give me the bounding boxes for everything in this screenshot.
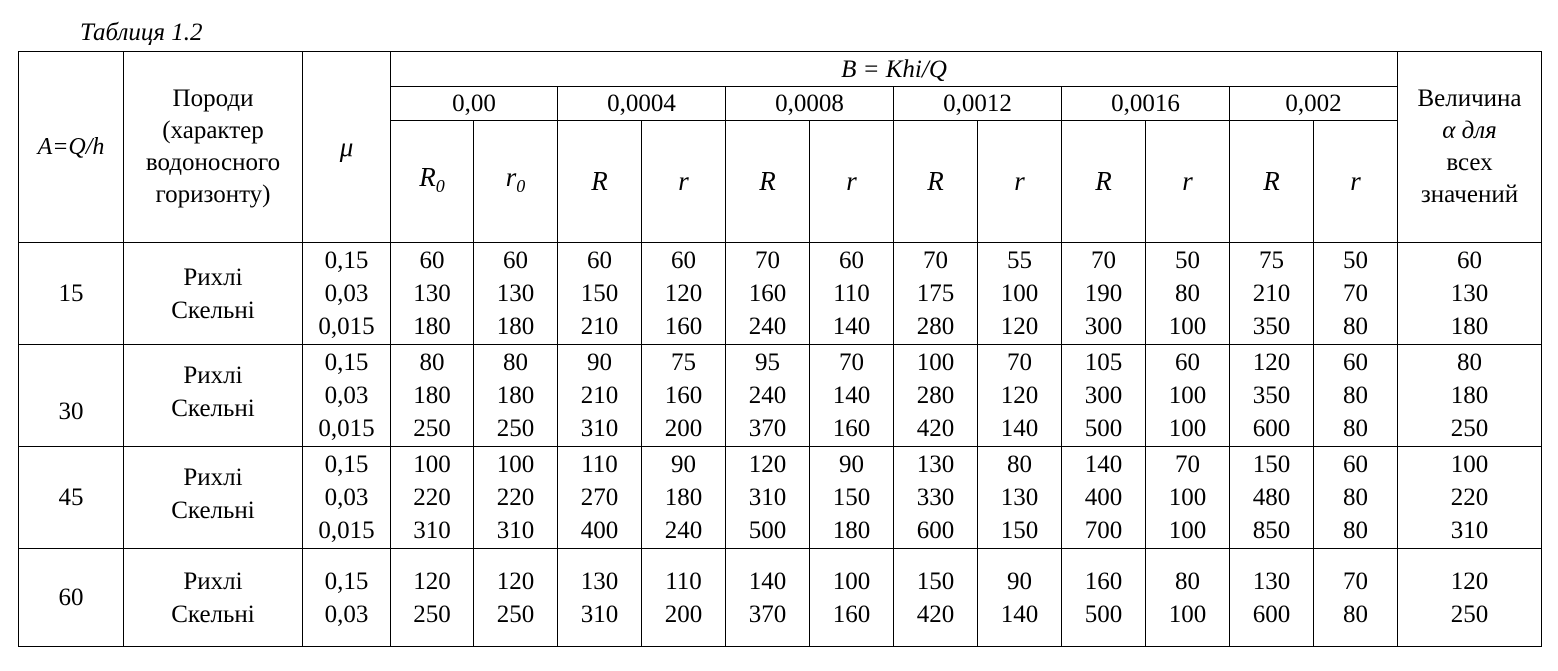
- value-line: 130: [580, 567, 619, 595]
- value-line: 90: [671, 451, 696, 478]
- value-line: 210: [580, 382, 619, 409]
- rocks-line: Рихлі: [183, 464, 243, 491]
- value-line: 250: [496, 415, 535, 442]
- sub-col-cell: [558, 121, 642, 243]
- value-line: 500: [1084, 600, 1123, 628]
- value-line: 60: [839, 247, 864, 274]
- sub-col-symbol: r: [678, 165, 689, 196]
- value-line: 60: [1175, 349, 1200, 376]
- sub-col-cell: [894, 121, 978, 243]
- mu-value: 0,15: [324, 349, 369, 376]
- table-caption: Таблиця 1.2: [80, 19, 203, 46]
- value-line: 160: [664, 313, 703, 340]
- value-line: 80: [1343, 600, 1368, 628]
- value-line: 310: [413, 517, 451, 544]
- value-line: 100: [1168, 313, 1207, 340]
- value-line: 600: [916, 517, 955, 544]
- value-cell: [978, 549, 1062, 647]
- value-cell: [391, 447, 474, 549]
- row-rocks-cell: [124, 345, 303, 447]
- value-line: 80: [1343, 382, 1368, 409]
- value-line: 60: [1343, 349, 1368, 376]
- row-rocks-cell: [124, 447, 303, 549]
- value-line: 250: [413, 600, 451, 628]
- value-cell: [1146, 447, 1230, 549]
- value-line: 270: [580, 484, 619, 511]
- header-alpha-line: α для: [1442, 117, 1497, 144]
- sub-col-cell: [391, 121, 474, 243]
- row-alpha-cell: [1398, 345, 1542, 447]
- value-cell: [1146, 345, 1230, 447]
- mu-value: 0,03: [324, 382, 369, 409]
- value-line: 400: [1084, 484, 1123, 511]
- value-line: 130: [496, 280, 535, 307]
- value-line: 100: [496, 451, 535, 478]
- value-line: 130: [1252, 567, 1291, 595]
- value-cell: [978, 447, 1062, 549]
- value-cell: [1146, 549, 1230, 647]
- row-alpha-cell: [1398, 549, 1542, 647]
- value-line: 160: [664, 382, 703, 409]
- value-line: 240: [748, 313, 787, 340]
- value-line: 80: [1343, 313, 1368, 340]
- header-alpha-cell: [1398, 52, 1542, 243]
- rocks-line: Рихлі: [183, 362, 243, 389]
- value-line: 90: [839, 451, 864, 478]
- value-line: 80: [1343, 484, 1368, 511]
- header-mu-cell: μ: [303, 52, 391, 243]
- value-line: 140: [748, 567, 787, 595]
- b-value-cell: 0,002: [1230, 87, 1398, 121]
- b-value-cell: 0,0008: [726, 87, 894, 121]
- value-cell: [642, 549, 726, 647]
- value-cell: [726, 345, 810, 447]
- mu-value: 0,03: [324, 280, 369, 307]
- value-line: 110: [665, 567, 702, 595]
- value-line: 240: [664, 517, 703, 544]
- value-line: 160: [832, 415, 871, 442]
- value-cell: [978, 243, 1062, 345]
- value-cell: [726, 549, 810, 647]
- value-line: 150: [1000, 517, 1039, 544]
- value-line: 350: [1252, 382, 1291, 409]
- sub-col-symbol: R: [1263, 165, 1280, 196]
- value-line: 140: [1000, 600, 1039, 628]
- value-line: 140: [832, 313, 871, 340]
- value-line: 140: [1000, 415, 1039, 442]
- value-line: 55: [1007, 247, 1032, 274]
- value-line: 600: [1252, 600, 1291, 628]
- value-line: 300: [1084, 313, 1123, 340]
- header-a-cell: A=Q/h: [19, 52, 124, 243]
- value-line: 120: [1000, 313, 1039, 340]
- alpha-value: 80: [1457, 349, 1482, 376]
- sub-col-symbol: r: [1014, 165, 1025, 196]
- value-line: 150: [580, 280, 619, 307]
- value-cell: [810, 549, 894, 647]
- value-line: 350: [1252, 313, 1291, 340]
- value-line: 120: [664, 280, 703, 307]
- value-line: 200: [664, 415, 703, 442]
- value-line: 110: [581, 451, 618, 478]
- rocks-line: Скельні: [171, 296, 255, 324]
- value-line: 210: [580, 313, 619, 340]
- value-line: 120: [748, 451, 787, 478]
- row-rocks-cell: [124, 243, 303, 345]
- sub-col-symbol: r: [1350, 165, 1361, 196]
- value-line: 100: [1168, 415, 1207, 442]
- header-row-1: [19, 52, 1542, 87]
- value-line: 100: [916, 349, 955, 376]
- value-cell: [1062, 549, 1146, 647]
- value-line: 70: [1091, 247, 1116, 274]
- row-a-cell: 15: [19, 243, 124, 345]
- value-line: 120: [413, 567, 451, 595]
- value-line: 120: [1000, 382, 1039, 409]
- value-line: 280: [916, 313, 955, 340]
- value-cell: [642, 447, 726, 549]
- sub-col-symbol: R: [419, 161, 436, 192]
- value-cell: [1314, 243, 1398, 345]
- value-cell: [894, 549, 978, 647]
- sub-col-subscript: 0: [516, 175, 526, 196]
- header-rocks-line: горизонту): [155, 181, 271, 208]
- value-line: 90: [587, 349, 612, 376]
- sub-col-symbol: r: [505, 161, 517, 192]
- row-mu-cell: [303, 345, 391, 447]
- value-line: 310: [580, 415, 619, 442]
- value-line: 60: [503, 247, 528, 274]
- value-line: 330: [916, 484, 955, 511]
- value-cell: [391, 345, 474, 447]
- value-line: 80: [419, 349, 445, 376]
- value-line: 310: [580, 600, 619, 628]
- alpha-value: 310: [1450, 517, 1489, 544]
- value-cell: [894, 243, 978, 345]
- rocks-line: Рихлі: [183, 263, 243, 291]
- table-row: [19, 549, 1542, 647]
- value-line: 850: [1252, 517, 1291, 544]
- value-cell: [558, 549, 642, 647]
- alpha-value: 250: [1450, 415, 1489, 442]
- value-line: 50: [1175, 247, 1200, 274]
- value-line: 60: [1343, 451, 1368, 478]
- sub-col-cell: [978, 121, 1062, 243]
- sub-col-symbol: r: [1182, 165, 1193, 196]
- value-line: 110: [833, 280, 870, 307]
- value-cell: [1230, 345, 1314, 447]
- mu-value: 0,015: [318, 313, 375, 340]
- value-cell: [1230, 243, 1314, 345]
- sub-col-cell: [474, 121, 558, 243]
- sub-col-cell: [642, 121, 726, 243]
- b-value-cell: 0,0012: [894, 87, 1062, 121]
- value-line: 130: [916, 451, 955, 478]
- mu-value: 0,03: [324, 484, 369, 511]
- value-cell: [558, 345, 642, 447]
- value-line: 150: [832, 484, 871, 511]
- value-line: 60: [587, 247, 612, 274]
- row-a-cell: 30: [19, 345, 124, 447]
- value-line: 370: [748, 415, 787, 442]
- value-line: 60: [419, 247, 445, 274]
- value-line: 140: [832, 382, 871, 409]
- value-line: 420: [916, 415, 955, 442]
- value-cell: [642, 243, 726, 345]
- value-line: 200: [664, 600, 703, 628]
- value-line: 100: [1168, 484, 1207, 511]
- value-line: 210: [1252, 280, 1291, 307]
- header-rocks-line: (характер: [162, 117, 264, 144]
- value-cell: [726, 243, 810, 345]
- value-line: 50: [1343, 247, 1368, 274]
- value-line: 70: [1343, 280, 1368, 307]
- value-line: 180: [496, 313, 535, 340]
- mu-value: 0,15: [324, 451, 369, 478]
- row-mu-cell: [303, 243, 391, 345]
- row-a-cell: 60: [19, 549, 124, 647]
- row-alpha-cell: [1398, 447, 1542, 549]
- value-line: 120: [1252, 349, 1291, 376]
- value-line: 175: [916, 280, 955, 307]
- value-cell: [391, 549, 474, 647]
- value-line: 220: [496, 484, 535, 511]
- value-line: 75: [671, 349, 696, 376]
- value-cell: [474, 243, 558, 345]
- value-line: 80: [1175, 567, 1200, 595]
- sub-col-subscript: 0: [435, 175, 445, 196]
- alpha-value: 180: [1450, 382, 1489, 409]
- mu-value: 0,15: [324, 247, 369, 274]
- mu-value: 0,015: [318, 517, 375, 544]
- value-line: 70: [755, 247, 780, 274]
- value-line: 105: [1084, 349, 1123, 376]
- value-cell: [978, 345, 1062, 447]
- value-cell: [474, 447, 558, 549]
- value-cell: [474, 345, 558, 447]
- value-line: 370: [748, 600, 787, 628]
- value-line: 180: [413, 313, 451, 340]
- value-cell: [1314, 345, 1398, 447]
- value-line: 140: [1084, 451, 1123, 478]
- value-cell: [726, 447, 810, 549]
- value-line: 180: [413, 382, 451, 409]
- sub-col-cell: [1314, 121, 1398, 243]
- alpha-value: 180: [1450, 313, 1489, 340]
- value-cell: [1314, 447, 1398, 549]
- value-cell: [894, 345, 978, 447]
- value-cell: [1062, 243, 1146, 345]
- sub-col-symbol: R: [591, 165, 608, 196]
- row-a-cell: 45: [19, 447, 124, 549]
- value-line: 130: [1000, 484, 1039, 511]
- value-line: 60: [671, 247, 696, 274]
- alpha-value: 130: [1450, 280, 1489, 307]
- value-line: 100: [832, 567, 871, 595]
- alpha-value: 60: [1457, 247, 1482, 274]
- value-cell: [558, 447, 642, 549]
- value-cell: [1230, 447, 1314, 549]
- value-cell: [474, 549, 558, 647]
- value-line: 70: [923, 247, 948, 274]
- value-cell: [1062, 447, 1146, 549]
- rocks-line: Скельні: [171, 395, 255, 422]
- value-line: 100: [1168, 600, 1207, 628]
- rocks-line: Скельні: [171, 497, 255, 524]
- value-cell: [810, 345, 894, 447]
- value-line: 90: [1007, 567, 1032, 595]
- value-cell: [1062, 345, 1146, 447]
- value-line: 95: [755, 349, 780, 376]
- row-alpha-cell: [1398, 243, 1542, 345]
- value-line: 75: [1259, 247, 1284, 274]
- value-line: 180: [496, 382, 535, 409]
- value-cell: [810, 243, 894, 345]
- value-line: 160: [1084, 567, 1123, 595]
- value-line: 220: [413, 484, 451, 511]
- row-rocks-cell: [124, 549, 303, 647]
- value-line: 600: [1252, 415, 1291, 442]
- value-line: 280: [916, 382, 955, 409]
- value-line: 420: [916, 600, 955, 628]
- value-line: 70: [1175, 451, 1200, 478]
- value-line: 500: [1084, 415, 1123, 442]
- value-cell: [894, 447, 978, 549]
- value-line: 160: [748, 280, 787, 307]
- value-line: 500: [748, 517, 787, 544]
- value-cell: [1230, 549, 1314, 647]
- alpha-value: 120: [1450, 567, 1489, 595]
- value-line: 310: [748, 484, 787, 511]
- b-value-cell: 0,00: [391, 87, 558, 121]
- value-line: 80: [503, 349, 528, 376]
- value-line: 100: [1168, 382, 1207, 409]
- value-cell: [642, 345, 726, 447]
- value-line: 150: [1252, 451, 1291, 478]
- sub-col-cell: [726, 121, 810, 243]
- data-table: [18, 51, 1542, 647]
- header-rocks-cell: [124, 52, 303, 243]
- alpha-value: 250: [1450, 600, 1489, 628]
- sub-col-symbol: R: [1095, 165, 1112, 196]
- value-line: 240: [748, 382, 787, 409]
- value-line: 80: [1007, 451, 1032, 478]
- value-line: 700: [1084, 517, 1123, 544]
- value-cell: [1146, 243, 1230, 345]
- value-line: 100: [1168, 517, 1207, 544]
- mu-value: 0,03: [324, 600, 369, 628]
- value-line: 120: [496, 567, 535, 595]
- value-line: 480: [1252, 484, 1291, 511]
- sub-col-symbol: R: [927, 165, 944, 196]
- table-row: [19, 447, 1542, 549]
- alpha-value: 220: [1450, 484, 1489, 511]
- value-line: 400: [580, 517, 619, 544]
- sub-col-cell: [810, 121, 894, 243]
- mu-value: 0,15: [324, 567, 369, 595]
- value-line: 180: [832, 517, 871, 544]
- header-b-group: B = Khi/Q: [391, 52, 1398, 87]
- header-rocks-line: Породи: [172, 85, 254, 112]
- value-line: 70: [839, 349, 864, 376]
- value-cell: [810, 447, 894, 549]
- value-line: 150: [916, 567, 955, 595]
- value-line: 80: [1343, 517, 1368, 544]
- header-rocks-line: водоносного: [145, 149, 281, 176]
- header-alpha-line: всех: [1446, 149, 1493, 176]
- sub-col-cell: [1062, 121, 1146, 243]
- value-line: 100: [413, 451, 451, 478]
- value-line: 70: [1007, 349, 1032, 376]
- value-line: 250: [496, 600, 535, 628]
- table-row: [19, 345, 1542, 447]
- value-cell: [558, 243, 642, 345]
- alpha-value: 100: [1450, 451, 1489, 478]
- table-row: [19, 243, 1542, 345]
- rocks-line: Скельні: [171, 600, 255, 628]
- b-value-cell: 0,0004: [558, 87, 726, 121]
- b-value-cell: 0,0016: [1062, 87, 1230, 121]
- value-cell: [391, 243, 474, 345]
- value-line: 160: [832, 600, 871, 628]
- value-line: 70: [1343, 567, 1368, 595]
- header-alpha-line: значений: [1420, 181, 1519, 208]
- sub-col-symbol: R: [759, 165, 776, 196]
- value-line: 300: [1084, 382, 1123, 409]
- mu-value: 0,015: [318, 415, 375, 442]
- value-cell: [1314, 549, 1398, 647]
- header-alpha-line: Величина: [1417, 85, 1522, 112]
- value-line: 80: [1343, 415, 1368, 442]
- value-line: 310: [496, 517, 535, 544]
- value-line: 190: [1084, 280, 1123, 307]
- sub-col-symbol: r: [846, 165, 857, 196]
- value-line: 130: [413, 280, 451, 307]
- rocks-line: Рихлі: [183, 567, 243, 595]
- row-mu-cell: [303, 447, 391, 549]
- sub-col-cell: [1146, 121, 1230, 243]
- value-line: 250: [413, 415, 451, 442]
- row-mu-cell: [303, 549, 391, 647]
- value-line: 180: [664, 484, 703, 511]
- value-line: 100: [1000, 280, 1039, 307]
- value-line: 80: [1175, 280, 1200, 307]
- sub-col-cell: [1230, 121, 1314, 243]
